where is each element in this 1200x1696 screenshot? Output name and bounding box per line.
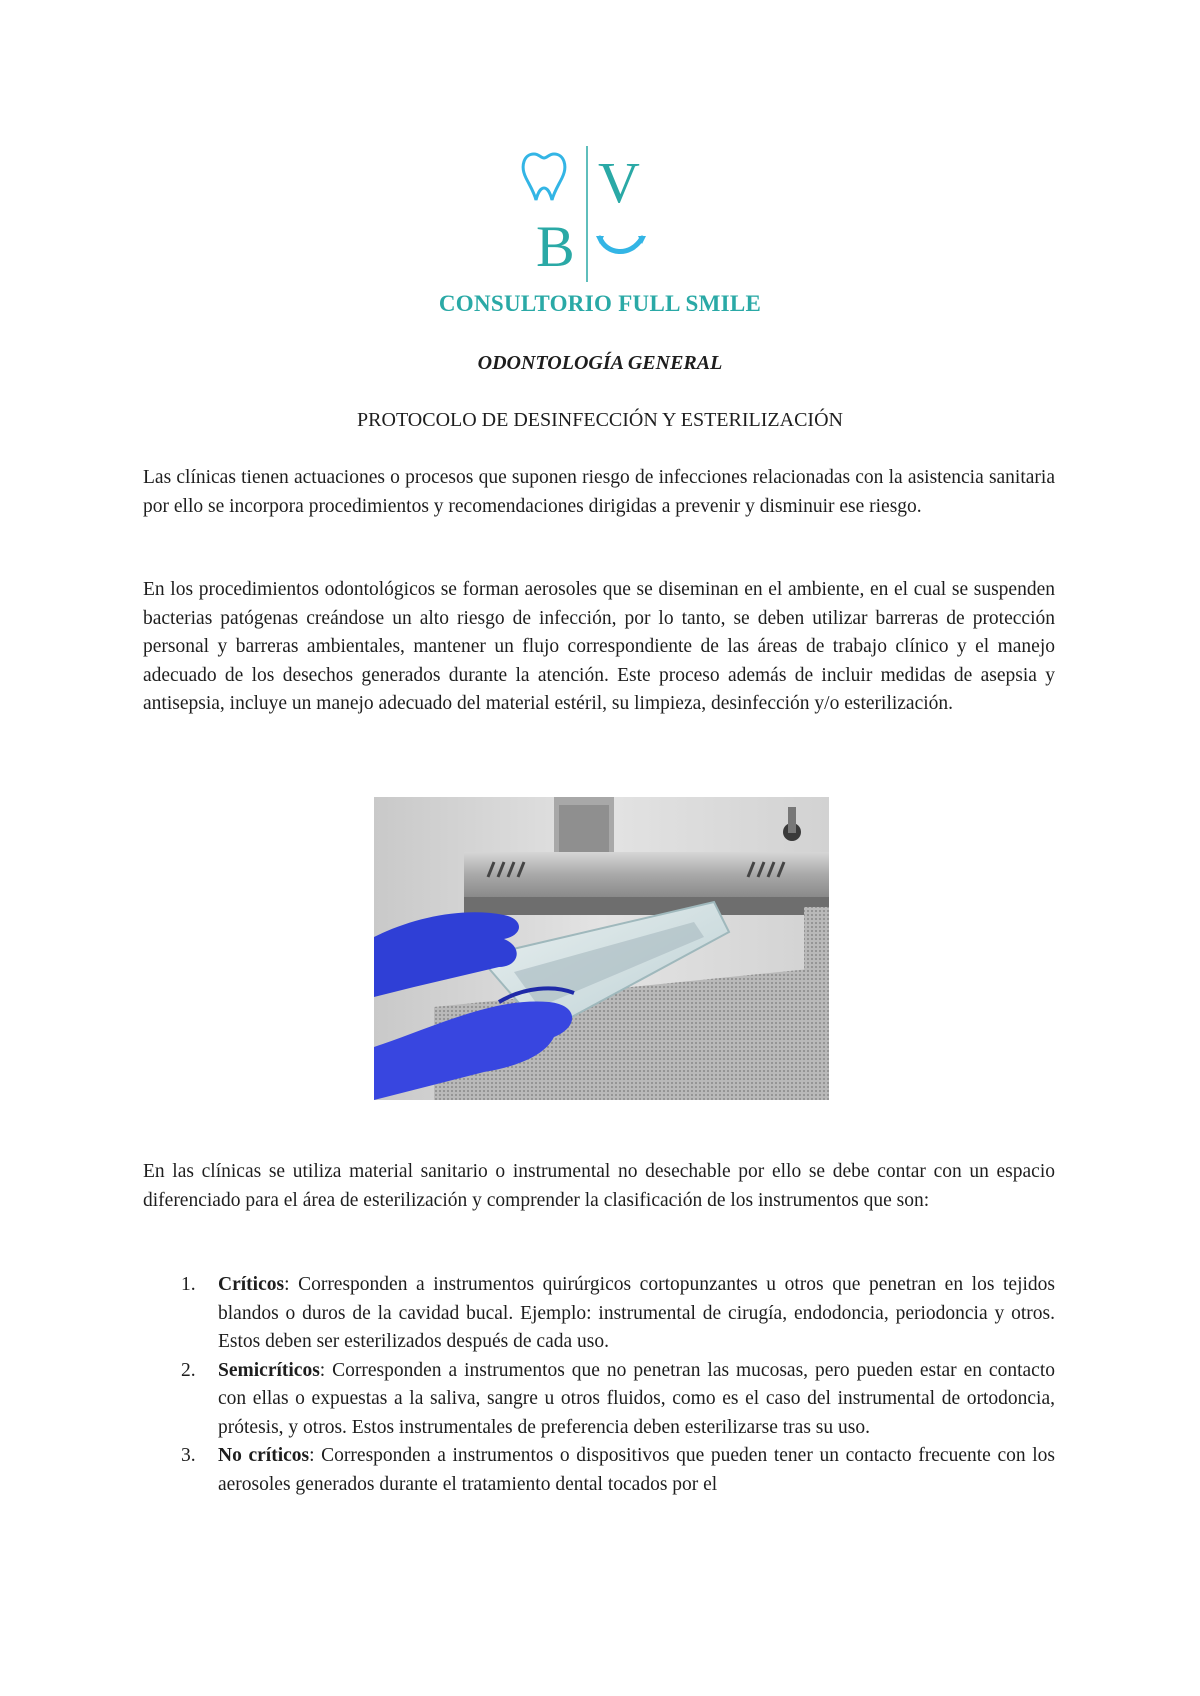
instruments-paragraph: En las clínicas se utiliza material sanitario o instrumental no desechable por ello se debe contar con un espacio diferenciado para el área de esterilización y comprender la clasificación de los instrumentos que son: <box>143 1161 1055 1211</box>
list-number: 2. <box>181 1359 196 1381</box>
list-text: : Corresponden a instrumentos que no penetran las mucosas, pero pueden estar en contacto con ellas o expuestas a la saliva, sangre u otros fluidos, como es el caso del instrumental de ortodoncia, prótesis, y otros. Estos instrumentales de preferencia deben esterilizarse tras su uso. <box>218 1359 1055 1438</box>
clinic-name: CONSULTORIO FULL SMILE <box>438 291 762 316</box>
document-subtitle: ODONTOLOGÍA GENERAL <box>477 352 723 374</box>
list-item <box>143 1271 1055 1357</box>
list-item <box>143 1442 1055 1499</box>
list-term: No críticos <box>218 1445 310 1466</box>
list-item <box>143 1357 1055 1443</box>
instrument-classification-list <box>143 1271 1055 1499</box>
logo-letter-b: B <box>536 214 575 279</box>
list-number: 1. <box>181 1274 196 1295</box>
tooth-icon <box>523 154 565 200</box>
clinic-logo <box>520 146 660 282</box>
list-text: : Corresponden a instrumentos o dispositivos que pueden tener un contacto frecuente con los aerosoles generados durante el tratamiento dental tocados por el <box>218 1445 1055 1495</box>
list-term: Críticos <box>218 1274 285 1295</box>
sterilization-photo <box>374 797 829 1100</box>
smile-icon <box>600 238 642 252</box>
intro-paragraph: Las clínicas tienen actuaciones o procesos que suponen riesgo de infecciones relacionadas con la asistencia sanitaria por ello se incorpora procedimientos y recomendaciones dirigidas a prevenir y disminuir ese riesgo. <box>143 467 1055 517</box>
list-number: 3. <box>181 1445 196 1466</box>
document-title: PROTOCOLO DE DESINFECCIÓN Y ESTERILIZACIÓN <box>357 409 843 431</box>
list-text: : Corresponden a instrumentos quirúrgicos cortopunzantes u otros que penetran en los tejidos blandos o duros de la cavidad bucal. Ejemplo: instrumental de cirugía, endodoncia, periodoncia y otros. Estos deben ser esterilizados después de cada uso. <box>218 1274 1055 1352</box>
logo-letter-v: V <box>598 150 640 215</box>
list-term: Semicríticos <box>218 1359 320 1381</box>
aerosol-paragraph: En los procedimientos odontológicos se forman aerosoles que se diseminan en el ambiente, en el cual se suspenden bacterias patógenas creándose un alto riesgo de infección, por lo tanto, se deben utilizar barreras de protección personal y barreras ambientales, mantener un flujo correspondiente de las áreas de trabajo clínico y el manejo adecuado de los desechos generados durante la atención. Este proceso además de incluir medidas de asepsia y antisepsia, incluye un manejo adecuado del material estéril, su limpieza, desinfección y/o esterilización. <box>143 579 1055 714</box>
